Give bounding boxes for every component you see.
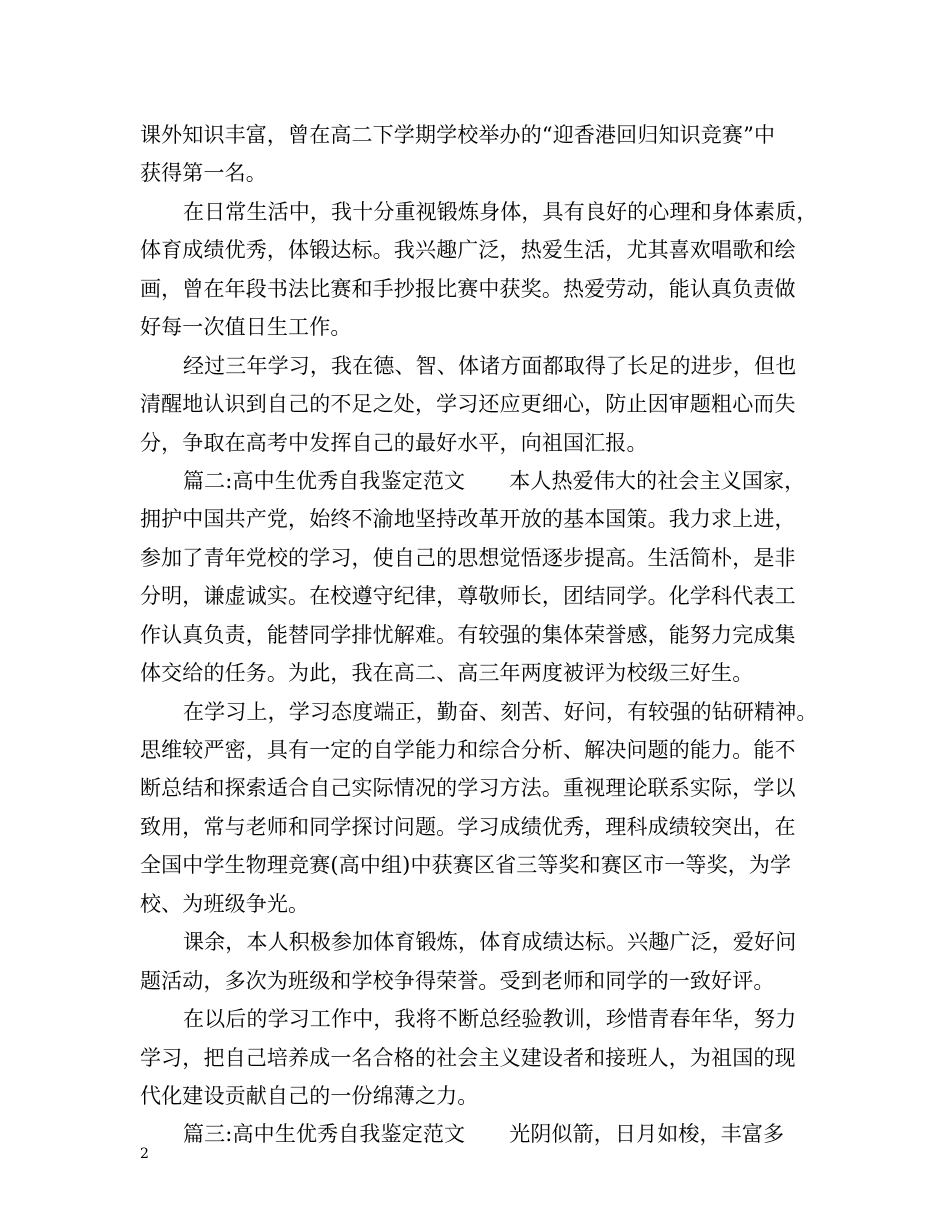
section-heading: 篇二:高中生优秀自我鉴定范文 [183,468,466,493]
text-line: 代化建设贡献自己的一份绵薄之力。 [140,1083,479,1108]
section-heading-line [140,462,830,500]
text-line: 好每一次值日生工作。 [140,315,352,340]
text-line: 全国中学生物理竞赛(高中组)中获赛区省三等奖和赛区市一等奖，为学 [140,853,792,878]
section-opening-text: 光阴似箭，日月如梭，丰富多 [509,1122,785,1147]
text-line: 获得第一名。 [140,161,267,186]
text-line: 在学习上，学习态度端正，勤奋、刻苦、好问，有较强的钻研精神。 [183,699,818,724]
section-heading-line [140,1115,830,1153]
text-line: 思维较严密，具有一定的自学能力和综合分析、解决问题的能力。能不 [140,738,796,762]
page-number: 2 [140,1146,149,1162]
text-line: 体交给的任务。为此，我在高二、高三年两度被评为校级三好生。 [140,661,754,686]
text-line: 题活动，多次为班级和学校争得荣誉。受到老师和同学的一致好评。 [140,968,775,993]
text-line: 清醒地认识到自己的不足之处，学习还应更细心，防止因审题粗心而失 [140,392,796,417]
text-line: 体育成绩优秀，体锻达标。我兴趣广泛，热爱生活，尤其喜欢唱歌和绘 [140,238,796,263]
text-line: 拥护中国共产党，始终不渝地坚持改革开放的基本国策。我力求上进， [140,507,796,532]
text-line: 致用，常与老师和同学探讨问题。学习成绩优秀，理科成绩较突出，在 [140,814,796,839]
text-line: 参加了青年党校的学习，使自己的思想觉悟逐步提高。生活简朴，是非 [140,545,796,570]
body-text [140,116,830,1154]
text-line: 课外知识丰富，曾在高二下学期学校举办的“迎香港回归知识竞赛”中 [140,123,776,147]
text-line: 校、为班级争光。 [140,891,310,916]
text-line: 作认真负责，能替同学排忧解难。有较强的集体荣誉感，能努力完成集 [140,622,796,647]
text-line: 在日常生活中，我十分重视锻炼身体，具有良好的心理和身体素质， [183,199,818,224]
section-heading: 篇三:高中生优秀自我鉴定范文 [183,1122,466,1147]
text-line: 分明，谦虚诚实。在校遵守纪律，尊敬师长，团结同学。化学科代表工 [140,584,796,609]
text-line: 分，争取在高考中发挥自己的最好水平，向祖国汇报。 [140,430,648,455]
text-line: 断总结和探索适合自己实际情况的学习方法。重视理论联系实际，学以 [140,776,796,801]
text-line: 经过三年学习，我在德、智、体诸方面都取得了长足的进步，但也 [183,353,797,378]
text-line: 画，曾在年段书法比赛和手抄报比赛中获奖。热爱劳动，能认真负责做 [140,276,796,301]
text-line: 学习，把自己培养成一名合格的社会主义建设者和接班人，为祖国的现 [140,1045,796,1070]
text-line: 在以后的学习工作中，我将不断总经验教训，珍惜青春年华，努力 [183,1007,797,1032]
section-opening-text: 本人热爱伟大的社会主义国家， [509,468,806,493]
text-line: 课余，本人积极参加体育锻炼，体育成绩达标。兴趣广泛，爱好问 [183,930,797,955]
